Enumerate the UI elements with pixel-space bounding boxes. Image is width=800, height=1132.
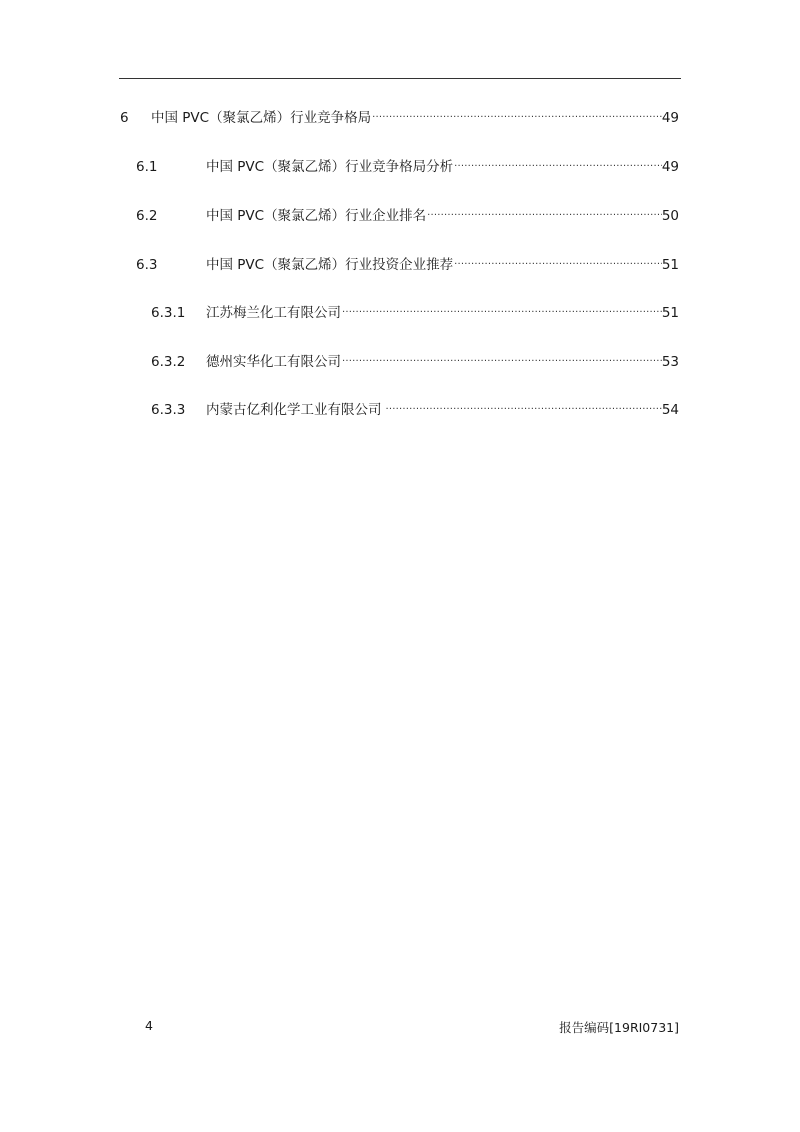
toc-dot-leader [454, 154, 662, 177]
toc-dot-leader [342, 349, 662, 372]
toc-entry-title: 中国 PVC（聚氯乙烯）行业投资企业推荐 [206, 257, 454, 273]
toc-entry-6-3-2[interactable] [151, 352, 679, 372]
toc-entry-page: 49 [661, 110, 679, 126]
toc-entry-6-3[interactable] [136, 255, 679, 275]
toc-entry-page: 50 [661, 208, 679, 224]
footer-page-number: 4 [145, 1018, 153, 1033]
toc-dot-leader [427, 203, 662, 226]
toc-entry-title: 内蒙古亿利化学工业有限公司 [206, 402, 382, 418]
toc-entry-6-1[interactable] [136, 157, 679, 177]
toc-entry-title: 中国 PVC（聚氯乙烯）行业企业排名 [206, 208, 427, 224]
toc-entry-number: 6.3.1 [151, 305, 186, 321]
toc-entry-page: 49 [661, 159, 679, 175]
toc-entry-number: 6.3 [136, 257, 158, 273]
toc-entry-number: 6.3.3 [151, 402, 186, 418]
toc-entry-6-3-3[interactable] [151, 400, 679, 420]
toc-entry-number: 6.3.2 [151, 354, 186, 370]
toc-entry-number: 6 [120, 110, 129, 126]
toc-entry-6[interactable] [120, 108, 679, 128]
toc-entry-title: 中国 PVC（聚氯乙烯）行业竞争格局 [151, 110, 372, 126]
toc-entry-number: 6.2 [136, 208, 158, 224]
toc-dot-leader [372, 105, 662, 128]
footer-report-code: 报告编码[19RI0731] [559, 1020, 679, 1035]
toc-dot-leader [386, 397, 662, 420]
toc-entry-number: 6.1 [136, 159, 158, 175]
table-of-contents [0, 0, 800, 440]
toc-dot-leader [342, 300, 662, 323]
toc-dot-leader [454, 252, 662, 275]
toc-entry-page: 53 [661, 354, 679, 370]
toc-entry-title: 江苏梅兰化工有限公司 [206, 305, 341, 321]
toc-entry-title: 中国 PVC（聚氯乙烯）行业竞争格局分析 [206, 159, 454, 175]
toc-entry-6-3-1[interactable] [151, 303, 679, 323]
toc-entry-page: 51 [661, 257, 679, 273]
toc-entry-page: 54 [661, 402, 679, 418]
toc-entry-page: 51 [661, 305, 679, 321]
toc-entry-title: 德州实华化工有限公司 [206, 354, 341, 370]
toc-entry-6-2[interactable] [136, 206, 679, 226]
